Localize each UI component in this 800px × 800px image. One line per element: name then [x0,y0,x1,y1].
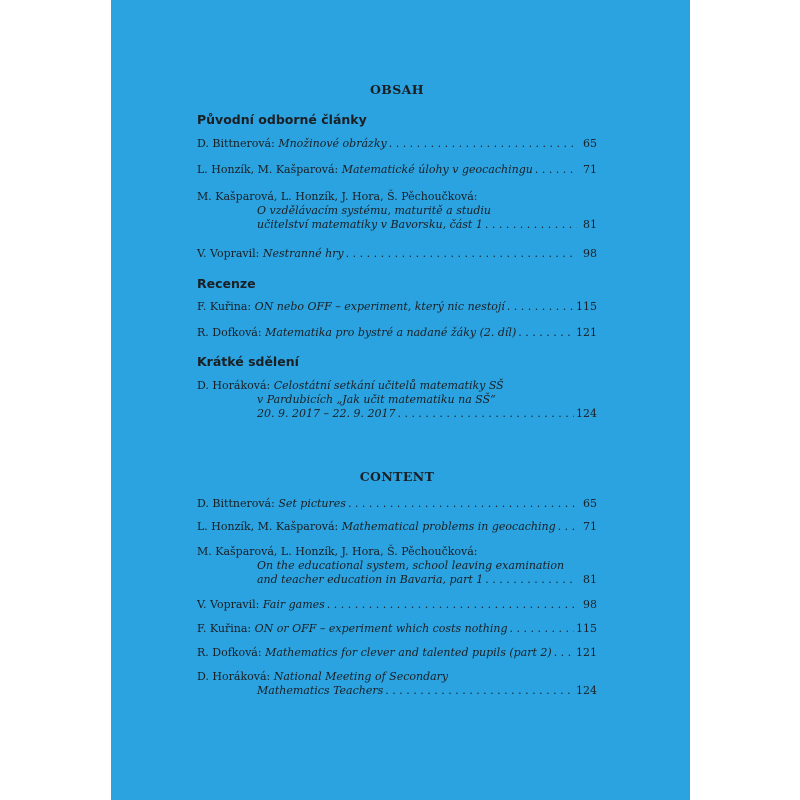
entry-title: O vzdělávacím systému, maturitě a studiu [257,204,492,217]
entry-page: 65 [583,137,597,150]
entry-authors: L. Honzík, M. Kašparová: [197,163,339,176]
entry-title: National Meeting of Secondary [273,670,449,683]
dot-leader [397,407,574,421]
toc-entry[interactable] [197,163,597,177]
entry-title: ON or OFF – experiment which costs nothing [254,622,508,635]
toc-entry[interactable] [197,190,597,232]
dot-leader [518,326,574,340]
entry-authors: D. Horáková: [197,670,271,683]
toc-entry[interactable] [197,137,597,151]
toc-entry[interactable] [197,520,597,534]
obsah-heading: OBSAH [370,82,424,97]
section-title-short-notices: Krátké sdělení [197,354,299,369]
journal-back-cover [111,0,690,800]
section-title-reviews: Recenze [197,276,256,291]
entry-page: 81 [583,573,597,586]
toc-entry[interactable] [197,598,597,612]
entry-title: On the educational system, school leaving examination [257,559,565,572]
dot-leader [554,646,574,660]
dot-leader [327,598,577,612]
entry-authors: D. Horáková: [197,379,271,392]
entry-title: v Pardubicích „Jak učit matematiku na SŠ“ [257,393,496,406]
dot-leader [485,573,577,587]
dot-leader [346,247,577,261]
entry-authors: V. Vopravil: [197,598,260,611]
content-heading: CONTENT [359,469,435,484]
toc-entry[interactable] [197,326,597,340]
toc-entry[interactable] [197,670,597,698]
entry-title: and teacher education in Bavaria, part 1 [257,573,484,586]
entry-page: 71 [583,520,597,533]
entry-title: Matematika pro bystré a nadané žáky (2. díl) [265,326,517,339]
entry-page: 81 [583,218,597,231]
entry-authors: V. Vopravil: [197,247,260,260]
dot-leader [510,622,575,636]
entry-page: 124 [576,407,597,420]
entry-title: Mathematics for clever and talented pupils (part 2) [265,646,552,659]
entry-page: 124 [576,684,597,697]
entry-title: Set pictures [278,497,346,510]
dot-leader [348,497,577,511]
entry-authors: D. Bittnerová: [197,137,275,150]
dot-leader [535,163,577,177]
entry-page: 98 [583,247,597,260]
entry-authors: M. Kašparová, L. Honzík, J. Hora, Š. Pěchoučková: [197,545,478,558]
entry-title: Celostátní setkání učitelů matematiky SŠ [273,379,504,392]
toc-entry[interactable] [197,379,597,421]
entry-title: učitelství matematiky v Bavorsku, část 1 [257,218,483,231]
entry-page: 115 [576,300,597,313]
toc-entry[interactable] [197,545,597,587]
dot-leader [558,520,577,534]
entry-title: 20. 9. 2017 – 22. 9. 2017 [257,407,396,420]
section-title-original-articles: Původní odborné články [197,112,367,127]
entry-authors: D. Bittnerová: [197,497,275,510]
entry-page: 121 [576,646,597,659]
entry-authors: R. Dofková: [197,326,262,339]
entry-authors: L. Honzík, M. Kašparová: [197,520,339,533]
entry-authors: M. Kašparová, L. Honzík, J. Hora, Š. Pěchoučková: [197,190,478,203]
dot-leader [485,218,577,232]
entry-title: Mathematical problems in geocaching [341,520,556,533]
dot-leader [507,300,574,314]
entry-page: 98 [583,598,597,611]
entry-title: ON nebo OFF – experiment, který nic nestojí [254,300,505,313]
dot-leader [385,684,574,698]
entry-page: 121 [576,326,597,339]
entry-page: 71 [583,163,597,176]
entry-title: Mathematics Teachers [257,684,384,697]
toc-entry[interactable] [197,247,597,261]
toc-entry[interactable] [197,497,597,511]
entry-title: Množinové obrázky [278,137,387,150]
entry-page: 115 [576,622,597,635]
entry-title: Nestranné hry [262,247,344,260]
toc-entry[interactable] [197,622,597,636]
entry-authors: R. Dofková: [197,646,262,659]
entry-page: 65 [583,497,597,510]
toc-entry[interactable] [197,300,597,314]
entry-authors: F. Kuřina: [197,300,252,313]
entry-title: Matematické úlohy v geocachingu [341,163,533,176]
dot-leader [389,137,577,151]
toc-entry[interactable] [197,646,597,660]
entry-title: Fair games [262,598,325,611]
entry-authors: F. Kuřina: [197,622,252,635]
